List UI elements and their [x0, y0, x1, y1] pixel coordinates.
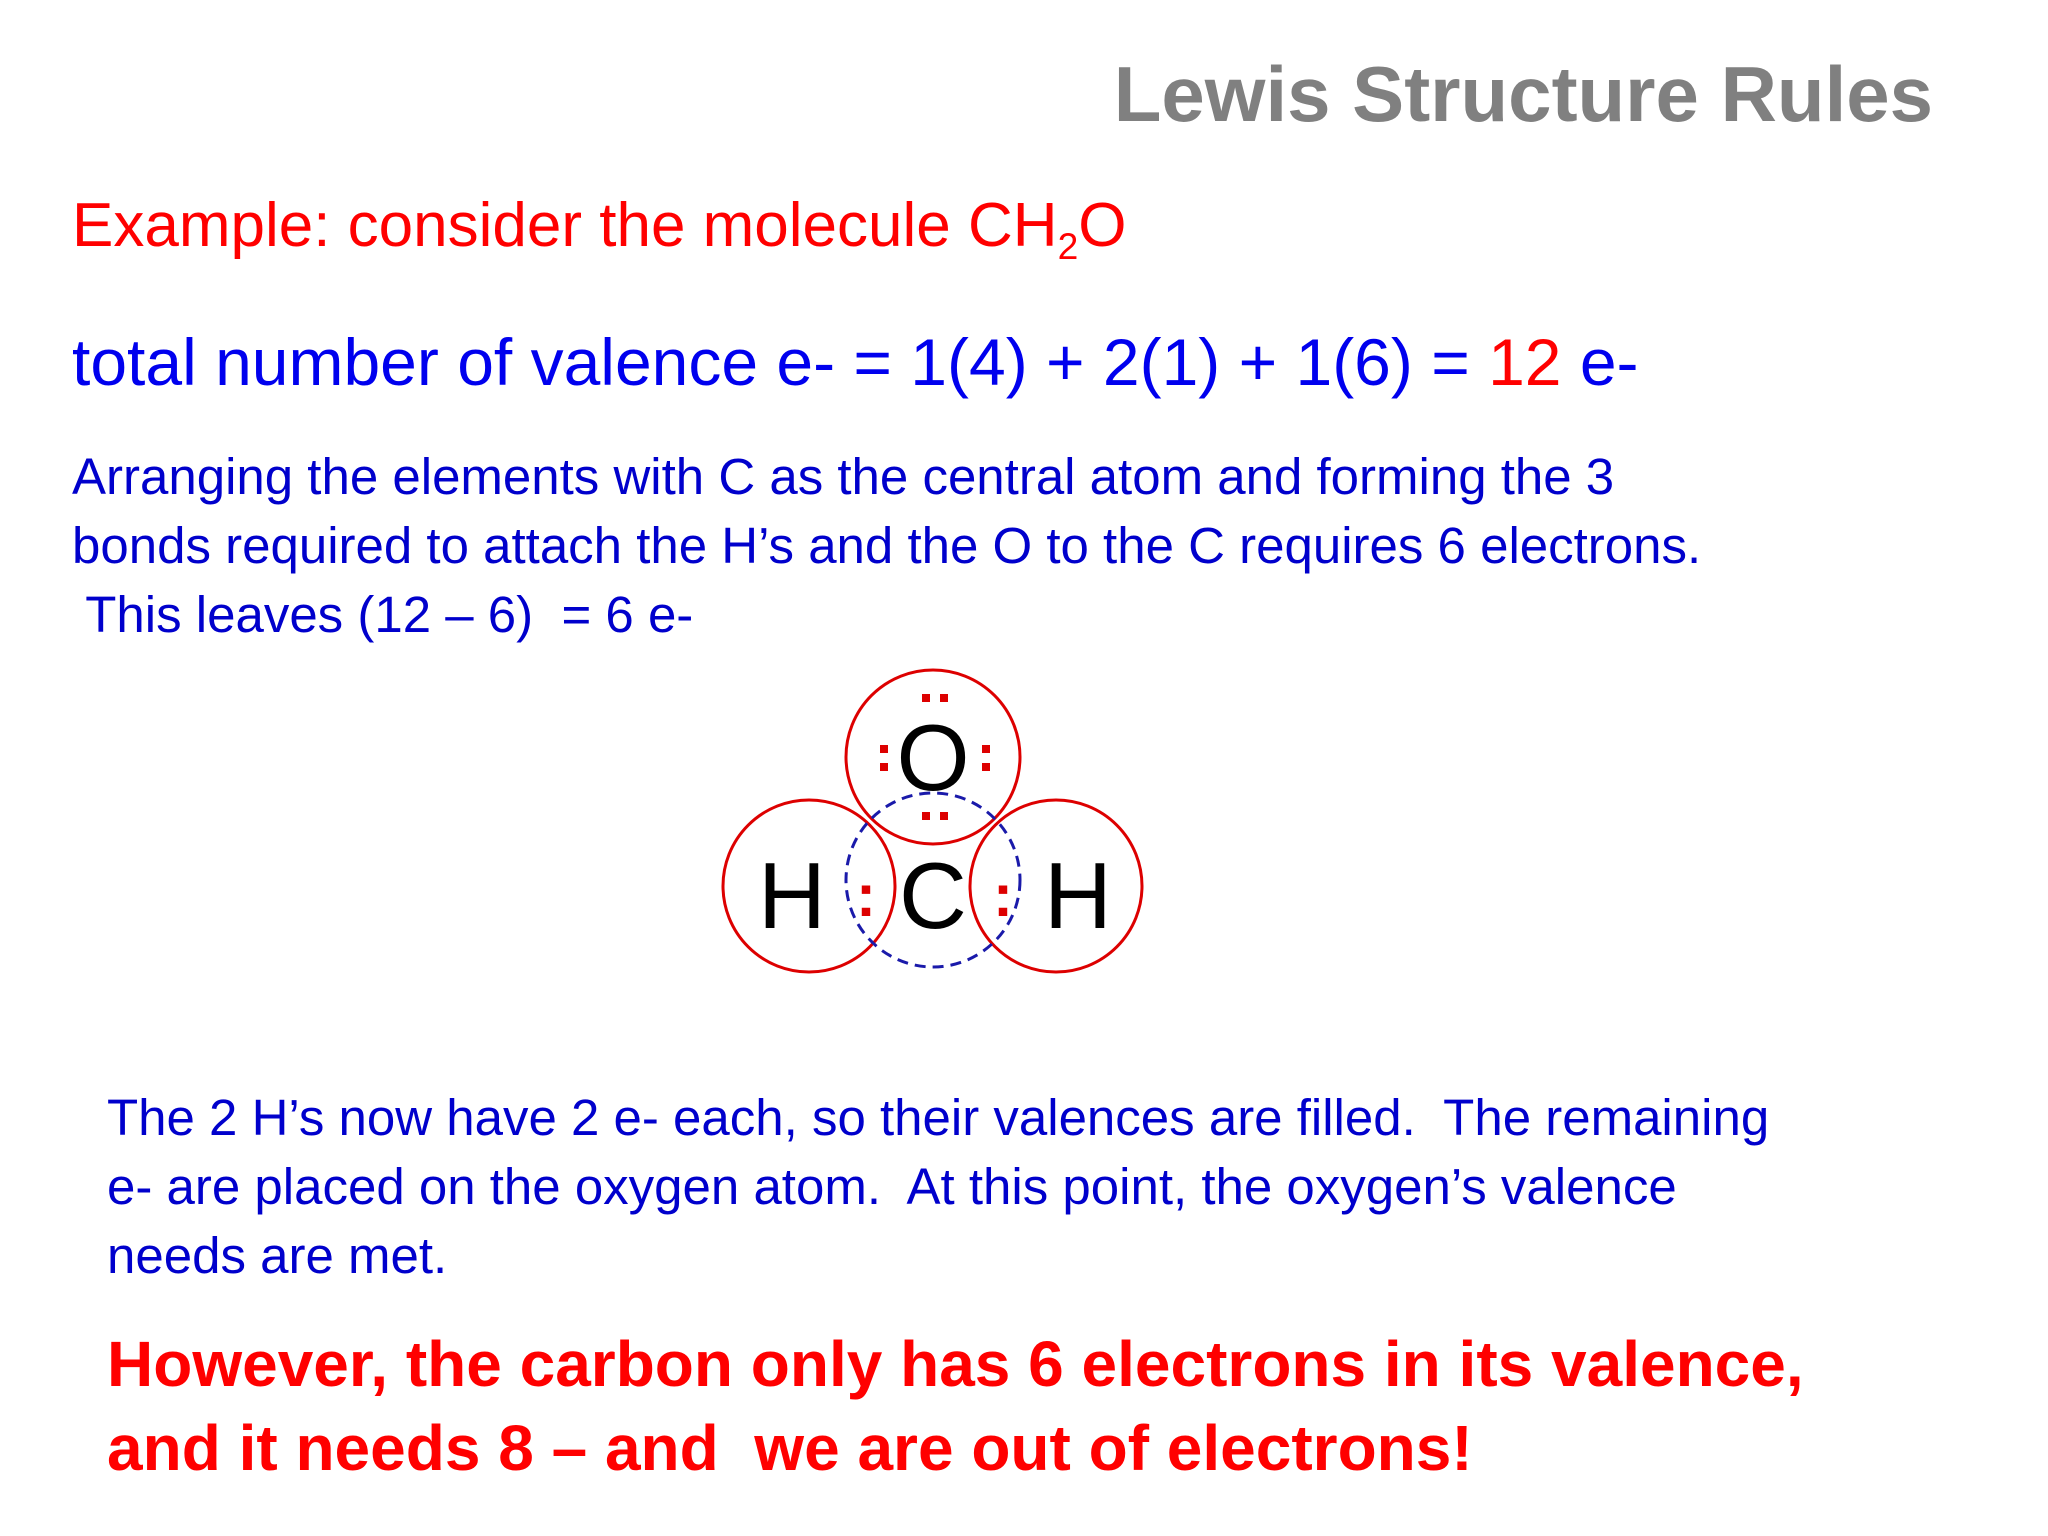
valence-total: 12 [1488, 325, 1562, 399]
oxygen-left-pair [880, 745, 888, 771]
arranging-line: This leaves (12 – 6) = 6 e- [72, 586, 694, 643]
filled-paragraph [107, 1083, 1769, 1290]
arranging-line: bonds required to attach the H’s and the O to the C requires 6 electrons. [72, 517, 1702, 574]
filled-line: The 2 H’s now have 2 e- each, so their valences are filled. The remaining [107, 1089, 1770, 1146]
filled-line: e- are placed on the oxygen atom. At this point, the oxygen’s valence [107, 1158, 1677, 1215]
hydrogen-right-symbol: H [1044, 843, 1112, 948]
however-line: and it needs 8 – and we are out of electrons! [107, 1412, 1473, 1484]
arranging-line: Arranging the elements with C as the central atom and forming the 3 [72, 448, 1615, 505]
oxygen-symbol: O [896, 705, 970, 810]
valence-suffix: e- [1561, 325, 1639, 399]
example-text: Example: consider the molecule CH [72, 191, 1058, 260]
filled-line: needs are met. [107, 1227, 448, 1284]
however-conclusion [107, 1322, 1804, 1490]
hydrogen-left-symbol: H [758, 843, 826, 948]
right-ch-bond-pair: : [993, 862, 1013, 929]
oxygen-carbon-bond-pair [922, 812, 948, 820]
left-ch-bond-pair: : [856, 862, 876, 929]
valence-prefix: total number of valence e- = 1(4) + 2(1) + 1(6) = [72, 325, 1489, 399]
slide-title: Lewis Structure Rules [1113, 50, 1933, 138]
however-line: However, the carbon only has 6 electrons in its valence, [107, 1328, 1804, 1400]
oxygen-right-pair [982, 745, 990, 771]
carbon-symbol: C [899, 843, 967, 948]
oxygen-top-pair [922, 694, 948, 702]
example-suffix: O [1078, 191, 1127, 260]
example-subscript: 2 [1057, 225, 1079, 268]
